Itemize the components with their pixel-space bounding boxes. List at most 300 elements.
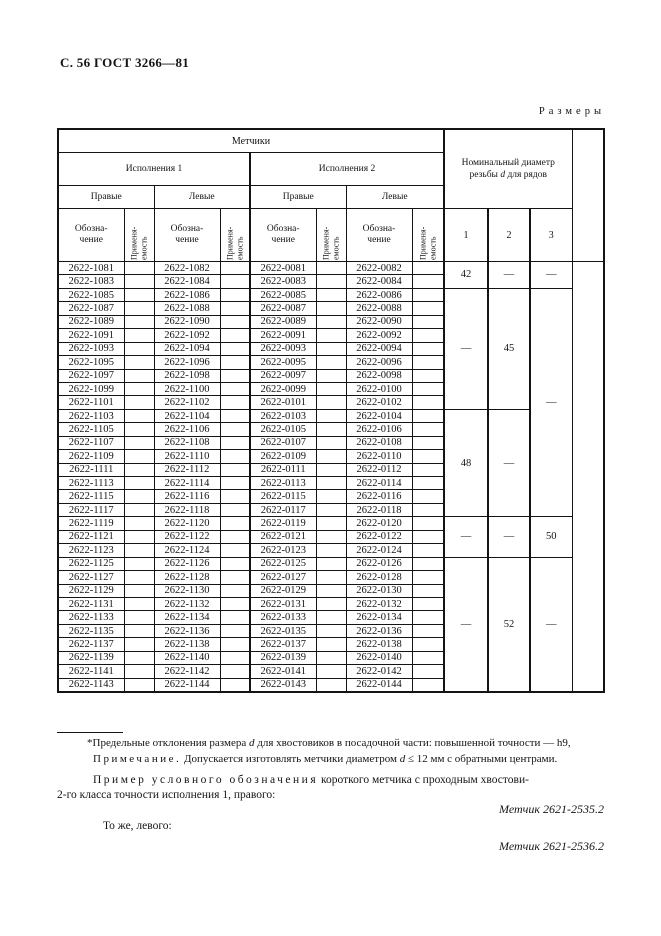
designation-cell: 2622-0122	[346, 530, 412, 543]
header-applicability: Применя- емость	[220, 209, 250, 262]
diameter-value-cell: —	[444, 517, 488, 557]
applicability-cell	[124, 597, 154, 610]
applicability-cell	[124, 409, 154, 422]
applicability-cell	[316, 557, 346, 570]
designation-cell: 2622-1110	[154, 450, 220, 463]
applicability-cell	[220, 611, 250, 624]
designation-cell: 2622-0137	[250, 638, 316, 651]
header-applicability: Применя- емость	[412, 209, 444, 262]
applicability-cell	[124, 356, 154, 369]
applicability-cell	[124, 329, 154, 342]
designation-cell: 2622-0112	[346, 463, 412, 476]
designation-cell: 2622-0130	[346, 584, 412, 597]
example-line-1: Пример условного обозначения короткого метчика с проходным хвостови-	[93, 774, 529, 786]
diameter-value-cell: —	[488, 262, 530, 289]
applicability-cell	[316, 342, 346, 355]
designation-cell: 2622-1103	[58, 409, 124, 422]
designation-cell: 2622-1094	[154, 342, 220, 355]
designation-cell: 2622-1129	[58, 584, 124, 597]
designation-cell: 2622-0139	[250, 651, 316, 664]
note: Примечание. Допускается изготовлять метчики диаметром d ≤ 12 мм с обратными центрами.	[93, 753, 558, 765]
applicability-cell	[316, 651, 346, 664]
applicability-cell	[220, 530, 250, 543]
header-designation: Обозна- чение	[250, 209, 316, 262]
applicability-cell	[124, 450, 154, 463]
header-designation: Обозна- чение	[346, 209, 412, 262]
designation-cell: 2622-0142	[346, 665, 412, 678]
designation-cell: 2622-1089	[58, 315, 124, 328]
designation-cell: 2622-0110	[346, 450, 412, 463]
applicability-cell	[412, 275, 444, 288]
applicability-cell	[316, 396, 346, 409]
applicability-cell	[316, 450, 346, 463]
applicability-cell	[220, 315, 250, 328]
designation-cell: 2622-1107	[58, 436, 124, 449]
applicability-cell	[316, 571, 346, 584]
applicability-cell	[220, 463, 250, 476]
nominal-line2: резьбы d для рядов	[469, 170, 547, 180]
applicability-cell	[412, 302, 444, 315]
diameter-value-cell: 48	[444, 409, 488, 517]
designation-cell: 2622-0111	[250, 463, 316, 476]
designation-cell: 2622-1088	[154, 302, 220, 315]
designation-cell: 2622-1102	[154, 396, 220, 409]
example-intro: Пример условного обозначения	[93, 774, 319, 786]
designation-cell: 2622-0087	[250, 302, 316, 315]
applicability-cell	[316, 302, 346, 315]
designation-cell: 2622-0115	[250, 490, 316, 503]
designation-cell: 2622-1113	[58, 477, 124, 490]
designation-cell: 2622-1124	[154, 544, 220, 557]
applicability-cell	[316, 517, 346, 530]
designation-cell: 2622-0106	[346, 423, 412, 436]
italic-d: d	[500, 170, 506, 180]
designation-cell: 2622-0117	[250, 503, 316, 516]
applicability-cell	[412, 611, 444, 624]
designation-cell: 2622-0109	[250, 450, 316, 463]
diameter-value-cell: 50	[530, 517, 572, 557]
designation-cell: 2622-1105	[58, 423, 124, 436]
applicability-cell	[220, 423, 250, 436]
designation-cell: 2622-0099	[250, 382, 316, 395]
header-series-3: 3	[530, 209, 572, 262]
designation-cell: 2622-1104	[154, 409, 220, 422]
header-designation: Обозна- чение	[154, 209, 220, 262]
designation-cell: 2622-0141	[250, 665, 316, 678]
applicability-cell	[124, 396, 154, 409]
applicability-cell	[316, 544, 346, 557]
designation-cell: 2622-1125	[58, 557, 124, 570]
designation-cell: 2622-1118	[154, 503, 220, 516]
applicability-cell	[124, 611, 154, 624]
designation-cell: 2622-0098	[346, 369, 412, 382]
header-version-2: Исполнения 2	[250, 153, 444, 186]
designation-cell: 2622-1128	[154, 571, 220, 584]
applicability-cell	[124, 369, 154, 382]
applicability-cell	[412, 665, 444, 678]
designation-cell: 2622-0116	[346, 490, 412, 503]
designation-cell: 2622-0088	[346, 302, 412, 315]
designation-cell: 2622-0144	[346, 678, 412, 691]
applicability-cell	[124, 262, 154, 275]
applicability-cell	[316, 611, 346, 624]
designation-cell: 2622-1082	[154, 262, 220, 275]
designation-cell: 2622-0095	[250, 356, 316, 369]
applicability-cell	[316, 665, 346, 678]
designation-cell: 2622-0118	[346, 503, 412, 516]
designation-cell: 2622-0093	[250, 342, 316, 355]
designation-cell: 2622-0140	[346, 651, 412, 664]
applicability-cell	[220, 651, 250, 664]
applicability-cell	[412, 490, 444, 503]
applicability-cell	[124, 638, 154, 651]
designation-cell: 2622-0119	[250, 517, 316, 530]
applicability-cell	[412, 584, 444, 597]
applicability-cell	[316, 329, 346, 342]
designation-cell: 2622-1101	[58, 396, 124, 409]
designation-cell: 2622-1095	[58, 356, 124, 369]
designation-cell: 2622-0108	[346, 436, 412, 449]
designation-cell: 2622-0094	[346, 342, 412, 355]
designation-cell: 2622-0120	[346, 517, 412, 530]
designation-cell: 2622-1084	[154, 275, 220, 288]
designation-cell: 2622-1134	[154, 611, 220, 624]
taps-table	[57, 128, 605, 693]
applicability-cell	[412, 557, 444, 570]
designation-cell: 2622-1111	[58, 463, 124, 476]
designation-cell: 2622-0081	[250, 262, 316, 275]
designation-cell: 2622-1132	[154, 597, 220, 610]
applicability-cell	[316, 638, 346, 651]
designation-cell: 2622-0085	[250, 288, 316, 301]
header-taps: Метчики	[58, 129, 444, 153]
applicability-cell	[124, 288, 154, 301]
designation-cell: 2622-1143	[58, 678, 124, 691]
designation-cell: 2622-1090	[154, 315, 220, 328]
applicability-cell	[412, 651, 444, 664]
applicability-cell	[316, 678, 346, 691]
italic-d: d	[248, 737, 255, 749]
designation-cell: 2622-1087	[58, 302, 124, 315]
table-body	[58, 262, 604, 692]
example-designation-1: Метчик 2621-2535.2	[499, 802, 604, 816]
designation-cell: 2622-0091	[250, 329, 316, 342]
designation-cell: 2622-0103	[250, 409, 316, 422]
applicability-cell	[412, 409, 444, 422]
diameter-value-cell: —	[530, 288, 572, 516]
designation-cell: 2622-0083	[250, 275, 316, 288]
applicability-cell	[124, 275, 154, 288]
diameter-value-cell: —	[444, 557, 488, 691]
example-designation-2: Метчик 2621-2536.2	[499, 839, 604, 853]
diameter-value-cell: —	[530, 557, 572, 691]
designation-cell: 2622-0114	[346, 477, 412, 490]
diameter-value-cell: 52	[488, 557, 530, 691]
designation-cell: 2622-1098	[154, 369, 220, 382]
applicability-cell	[220, 288, 250, 301]
applicability-cell	[220, 597, 250, 610]
header-applicability: Применя- емость	[316, 209, 346, 262]
applicability-cell	[412, 517, 444, 530]
designation-cell: 2622-1130	[154, 584, 220, 597]
applicability-cell	[316, 490, 346, 503]
designation-cell: 2622-1097	[58, 369, 124, 382]
header-left-hand-1: Левые	[154, 186, 250, 209]
designation-cell: 2622-0082	[346, 262, 412, 275]
applicability-cell	[220, 329, 250, 342]
applicability-cell	[220, 396, 250, 409]
designation-cell: 2622-1081	[58, 262, 124, 275]
designation-cell: 2622-0107	[250, 436, 316, 449]
diameter-value-cell: 45	[488, 288, 530, 409]
applicability-cell	[124, 315, 154, 328]
designation-cell: 2622-1126	[154, 557, 220, 570]
note-label: Примечание.	[93, 753, 182, 765]
designation-cell: 2622-1114	[154, 477, 220, 490]
sizes-label: Размеры	[538, 106, 605, 117]
page-title: С. 56 ГОСТ 3266—81	[60, 55, 190, 70]
designation-cell: 2622-0092	[346, 329, 412, 342]
table-header	[58, 129, 604, 262]
applicability-cell	[220, 450, 250, 463]
applicability-cell	[316, 315, 346, 328]
header-nominal-diameter	[444, 129, 572, 209]
applicability-cell	[316, 463, 346, 476]
designation-cell: 2622-1119	[58, 517, 124, 530]
applicability-cell	[220, 571, 250, 584]
header-version-1: Исполнения 1	[58, 153, 250, 186]
designation-cell: 2622-0138	[346, 638, 412, 651]
applicability-cell	[124, 477, 154, 490]
applicability-cell	[124, 678, 154, 691]
applicability-cell	[220, 503, 250, 516]
designation-cell: 2622-1085	[58, 288, 124, 301]
designation-cell: 2622-1106	[154, 423, 220, 436]
designation-cell: 2622-0135	[250, 624, 316, 637]
applicability-cell	[124, 651, 154, 664]
designation-cell: 2622-1108	[154, 436, 220, 449]
applicability-cell	[316, 369, 346, 382]
designation-cell: 2622-1115	[58, 490, 124, 503]
designation-cell: 2622-1139	[58, 651, 124, 664]
designation-cell: 2622-0125	[250, 557, 316, 570]
applicability-cell	[220, 369, 250, 382]
applicability-cell	[316, 409, 346, 422]
applicability-cell	[124, 544, 154, 557]
applicability-cell	[412, 678, 444, 691]
designation-cell: 2622-1123	[58, 544, 124, 557]
applicability-cell	[124, 302, 154, 315]
table-row	[58, 517, 604, 530]
designation-cell: 2622-0100	[346, 382, 412, 395]
table-row	[58, 557, 604, 570]
applicability-cell	[220, 638, 250, 651]
designation-cell: 2622-1117	[58, 503, 124, 516]
designation-cell: 2622-1142	[154, 665, 220, 678]
designation-cell: 2622-1086	[154, 288, 220, 301]
applicability-cell	[412, 288, 444, 301]
designation-cell: 2622-1135	[58, 624, 124, 637]
header-applicability: Применя- емость	[124, 209, 154, 262]
table-row	[58, 288, 604, 301]
table-row	[58, 262, 604, 275]
applicability-cell	[316, 262, 346, 275]
designation-cell: 2622-1112	[154, 463, 220, 476]
designation-cell: 2622-0126	[346, 557, 412, 570]
designation-cell: 2622-0104	[346, 409, 412, 422]
also-left-label: То же, левого:	[103, 820, 172, 832]
applicability-cell	[316, 584, 346, 597]
footnote-rule	[57, 732, 123, 733]
applicability-cell	[316, 624, 346, 637]
applicability-cell	[220, 517, 250, 530]
diameter-value-cell: —	[530, 262, 572, 289]
applicability-cell	[412, 436, 444, 449]
applicability-cell	[316, 423, 346, 436]
designation-cell: 2622-1093	[58, 342, 124, 355]
designation-cell: 2622-1083	[58, 275, 124, 288]
applicability-cell	[316, 436, 346, 449]
applicability-cell	[316, 477, 346, 490]
applicability-cell	[124, 503, 154, 516]
header-series-1: 1	[444, 209, 488, 262]
designation-cell: 2622-1099	[58, 382, 124, 395]
designation-cell: 2622-1141	[58, 665, 124, 678]
applicability-cell	[316, 275, 346, 288]
applicability-cell	[124, 436, 154, 449]
applicability-cell	[124, 463, 154, 476]
applicability-cell	[220, 490, 250, 503]
designation-cell: 2622-1100	[154, 382, 220, 395]
designation-cell: 2622-0101	[250, 396, 316, 409]
diameter-value-cell: —	[488, 409, 530, 517]
example-line-2: 2-го класса точности исполнения 1, правого:	[57, 789, 276, 801]
applicability-cell	[124, 490, 154, 503]
diameter-value-cell: —	[444, 288, 488, 409]
designation-cell: 2622-1136	[154, 624, 220, 637]
applicability-cell	[220, 624, 250, 637]
applicability-cell	[412, 638, 444, 651]
applicability-cell	[412, 530, 444, 543]
designation-cell: 2622-1092	[154, 329, 220, 342]
applicability-cell	[412, 544, 444, 557]
designation-cell: 2622-0132	[346, 597, 412, 610]
table-row	[58, 409, 604, 422]
designation-cell: 2622-0084	[346, 275, 412, 288]
applicability-cell	[124, 530, 154, 543]
applicability-cell	[220, 665, 250, 678]
header-designation: Обозна- чение	[58, 209, 124, 262]
applicability-cell	[316, 597, 346, 610]
applicability-cell	[412, 396, 444, 409]
applicability-cell	[412, 624, 444, 637]
applicability-cell	[220, 557, 250, 570]
designation-cell: 2622-0105	[250, 423, 316, 436]
applicability-cell	[412, 315, 444, 328]
designation-cell: 2622-0127	[250, 571, 316, 584]
applicability-cell	[412, 329, 444, 342]
applicability-cell	[412, 450, 444, 463]
designation-cell: 2622-0121	[250, 530, 316, 543]
designation-cell: 2622-1091	[58, 329, 124, 342]
applicability-cell	[412, 342, 444, 355]
designation-cell: 2622-1121	[58, 530, 124, 543]
designation-cell: 2622-1109	[58, 450, 124, 463]
applicability-cell	[316, 356, 346, 369]
designation-cell: 2622-1131	[58, 597, 124, 610]
header-right-hand-1: Правые	[58, 186, 154, 209]
applicability-cell	[316, 530, 346, 543]
designation-cell: 2622-0096	[346, 356, 412, 369]
applicability-cell	[220, 477, 250, 490]
applicability-cell	[412, 571, 444, 584]
applicability-cell	[412, 356, 444, 369]
applicability-cell	[316, 288, 346, 301]
applicability-cell	[220, 275, 250, 288]
nominal-line1: Номинальный диаметр	[461, 158, 555, 168]
applicability-cell	[220, 436, 250, 449]
designation-cell: 2622-0129	[250, 584, 316, 597]
designation-cell: 2622-1133	[58, 611, 124, 624]
diameter-value-cell: —	[488, 517, 530, 557]
designation-cell: 2622-1138	[154, 638, 220, 651]
applicability-cell	[220, 342, 250, 355]
designation-cell: 2622-0134	[346, 611, 412, 624]
applicability-cell	[220, 678, 250, 691]
applicability-cell	[316, 503, 346, 516]
designation-cell: 2622-0102	[346, 396, 412, 409]
designation-cell: 2622-1127	[58, 571, 124, 584]
applicability-cell	[412, 262, 444, 275]
applicability-cell	[220, 382, 250, 395]
applicability-cell	[124, 571, 154, 584]
designation-cell: 2622-1137	[58, 638, 124, 651]
empty-right-column	[572, 262, 604, 692]
header-series-2: 2	[488, 209, 530, 262]
diameter-value-cell: 42	[444, 262, 488, 289]
designation-cell: 2622-0089	[250, 315, 316, 328]
applicability-cell	[316, 382, 346, 395]
italic-d: d	[399, 753, 406, 765]
header-empty-right-column	[572, 129, 604, 262]
applicability-cell	[220, 262, 250, 275]
applicability-cell	[124, 665, 154, 678]
applicability-cell	[124, 624, 154, 637]
designation-cell: 2622-0113	[250, 477, 316, 490]
designation-cell: 2622-0128	[346, 571, 412, 584]
applicability-cell	[412, 423, 444, 436]
footnote: *Предельные отклонения размера d для хвостовиков в посадочной части: повышенной точности — h9,	[87, 737, 571, 749]
applicability-cell	[220, 302, 250, 315]
header-right-hand-2: Правые	[250, 186, 346, 209]
applicability-cell	[124, 584, 154, 597]
designation-cell: 2622-1122	[154, 530, 220, 543]
designation-cell: 2622-1116	[154, 490, 220, 503]
designation-cell: 2622-1096	[154, 356, 220, 369]
applicability-cell	[124, 382, 154, 395]
applicability-cell	[412, 477, 444, 490]
designation-cell: 2622-0136	[346, 624, 412, 637]
designation-cell: 2622-0090	[346, 315, 412, 328]
applicability-cell	[412, 369, 444, 382]
designation-cell: 2622-1144	[154, 678, 220, 691]
designation-cell: 2622-1140	[154, 651, 220, 664]
header-left-hand-2: Левые	[346, 186, 444, 209]
applicability-cell	[412, 597, 444, 610]
applicability-cell	[412, 382, 444, 395]
applicability-cell	[220, 409, 250, 422]
designation-cell: 2622-0097	[250, 369, 316, 382]
